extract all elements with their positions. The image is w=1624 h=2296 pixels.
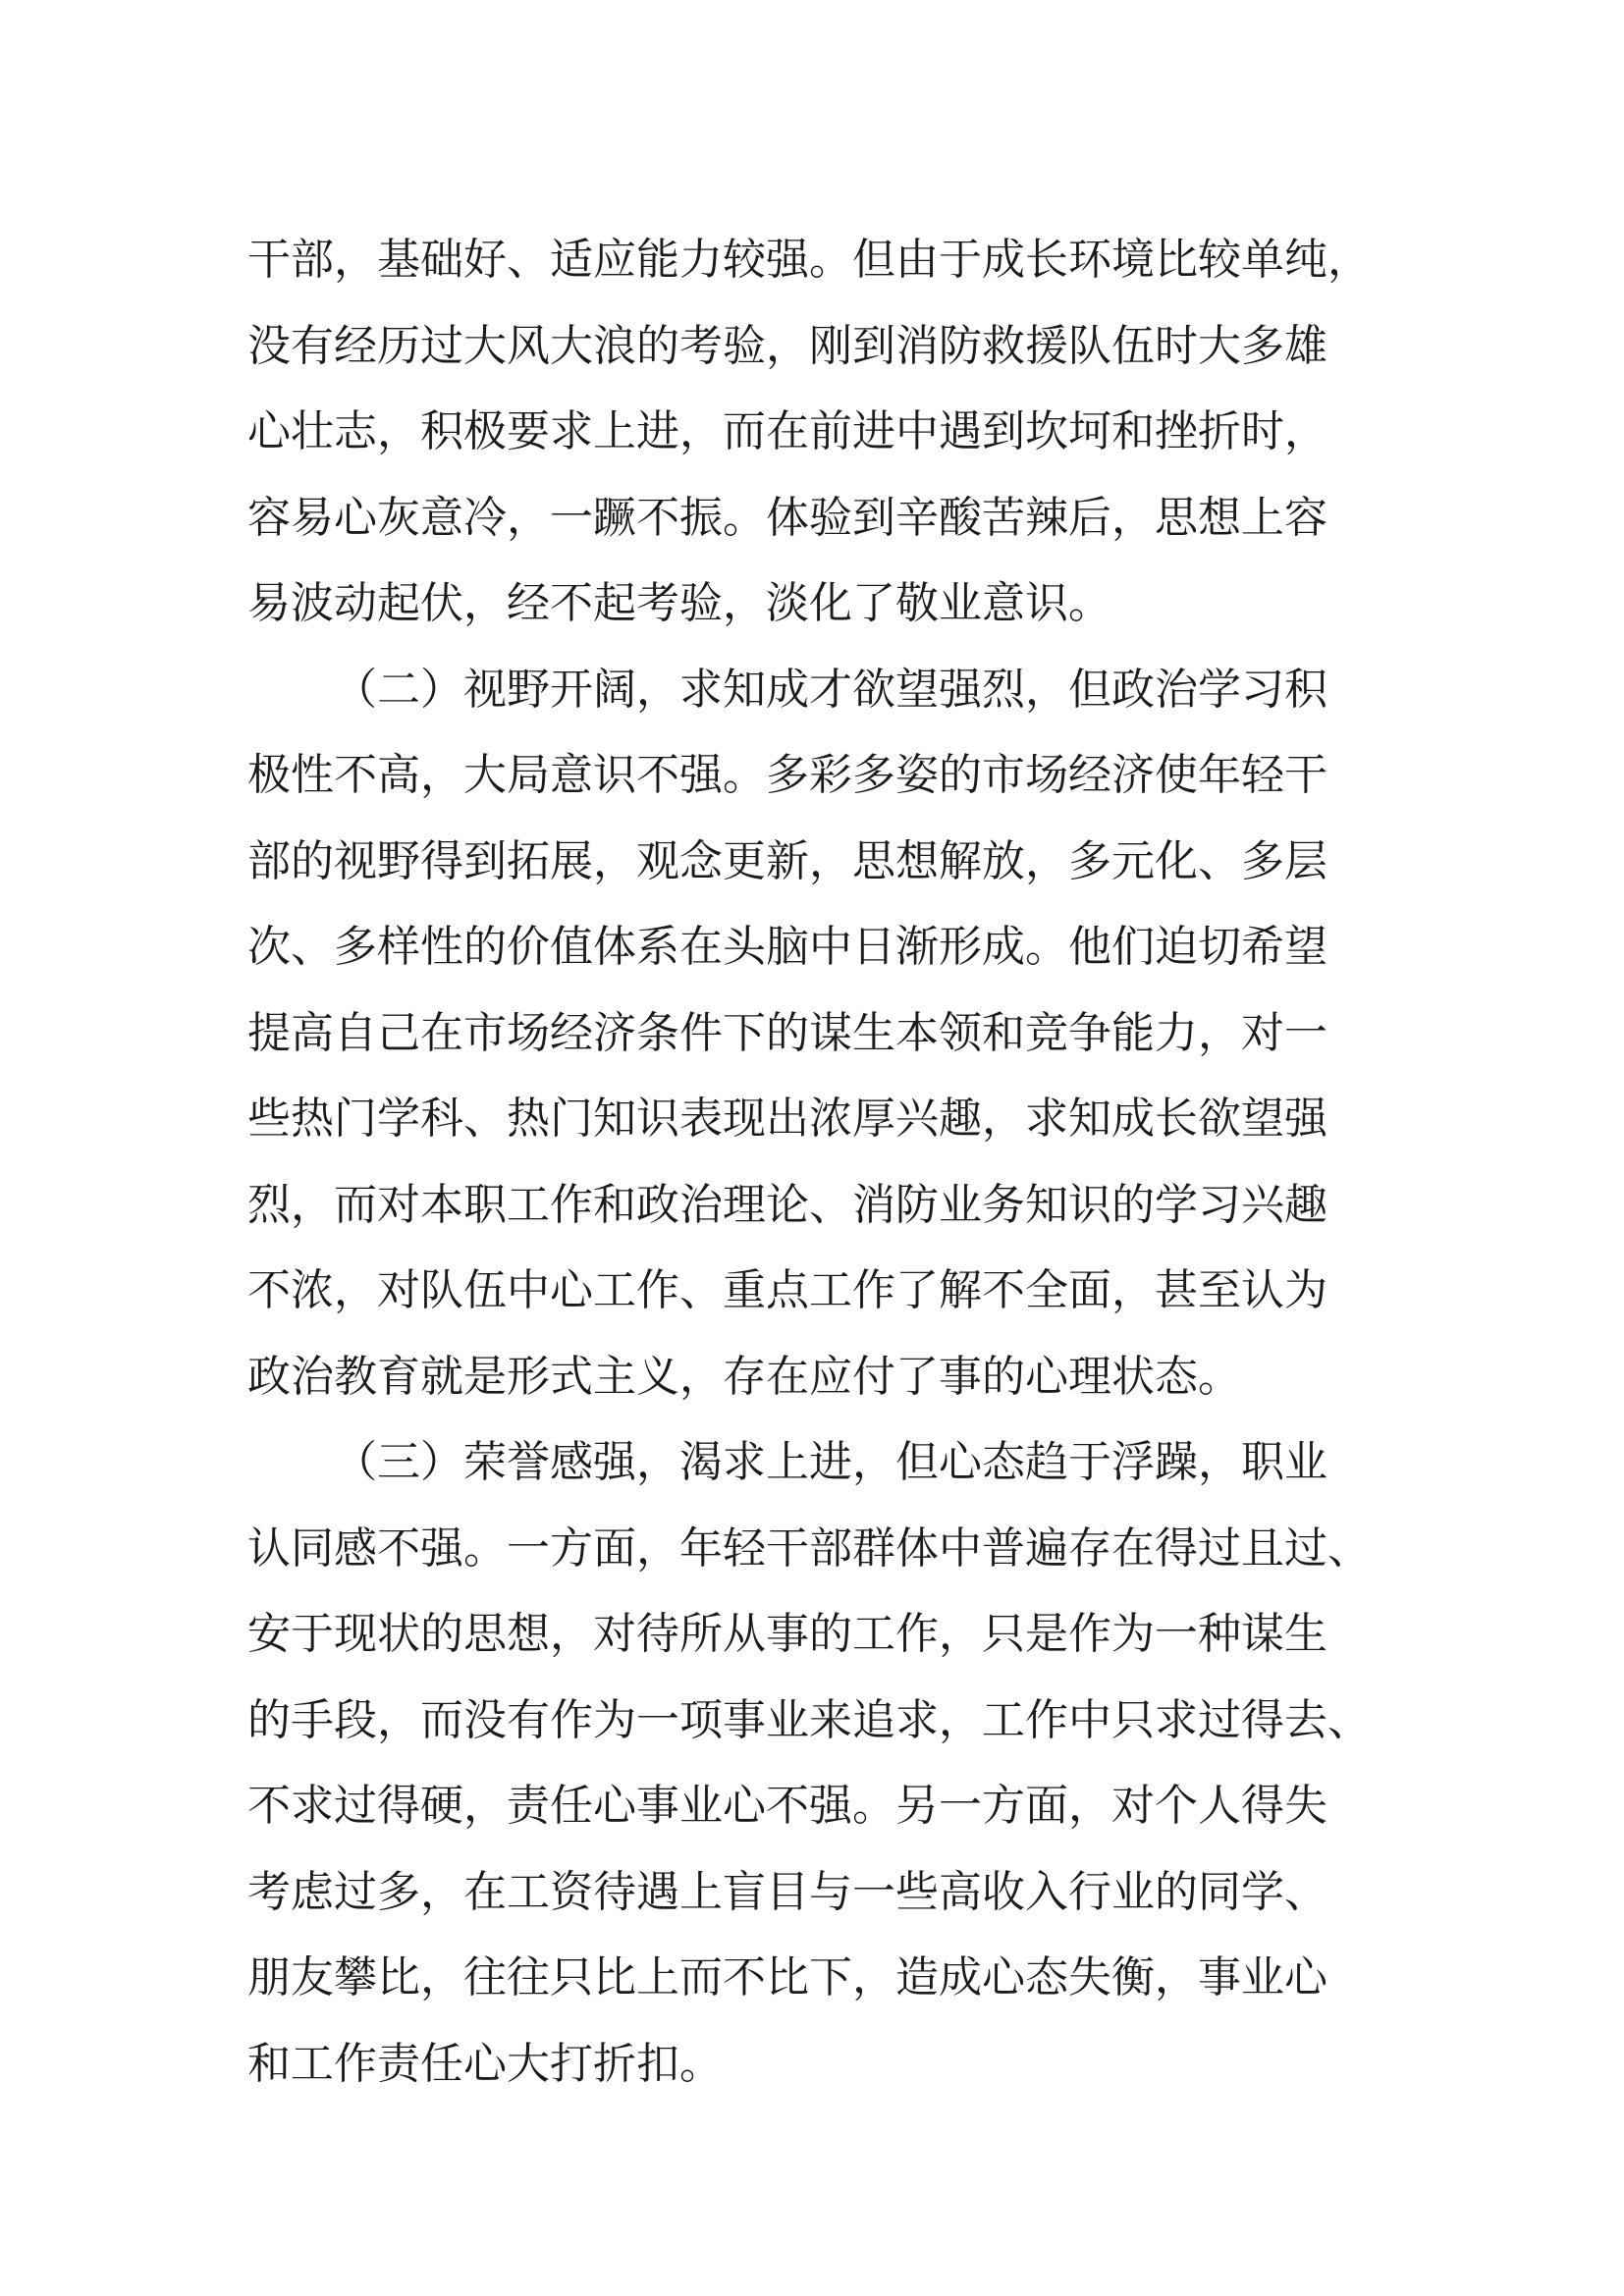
text-line: 的手段，而没有作为一项事业来追求，工作中只求过得去、	[247, 1694, 1371, 1745]
text-line: 干部，基础好、适应能力较强。但由于成长环境比较单纯，	[247, 235, 1371, 285]
text-line: 认同感不强。一方面，年轻干部群体中普遍存在得过且过、	[247, 1522, 1371, 1574]
text-line: 不浓，对队伍中心工作、重点工作了解不全面，甚至认为	[247, 1265, 1327, 1315]
text-line: 些热门学科、热门知识表现出浓厚兴趣，求知成长欲望强	[247, 1094, 1327, 1144]
text-line: 不求过得硬，责任心事业心不强。另一方面，对个人得失	[247, 1781, 1327, 1831]
text-line: 心壮志，积极要求上进，而在前进中遇到坎坷和挫折时，	[247, 406, 1327, 456]
text-line: 提高自己在市场经济条件下的谋生本领和竞争能力，对一	[247, 1007, 1327, 1058]
text-line: 没有经历过大风大浪的考验，刚到消防救援队伍时大多雄	[247, 320, 1327, 371]
paragraph-section-2	[247, 647, 1377, 1420]
text-line: 次、多样性的价值体系在头脑中日渐形成。他们迫切希望	[247, 922, 1327, 972]
text-line: 烈，而对本职工作和政治理论、消防业务知识的学习兴趣	[247, 1179, 1327, 1230]
text-line: 易波动起伏，经不起考验，淡化了敬业意识。	[247, 578, 1111, 628]
text-line: 朋友攀比，往往只比上而不比下，造成心态失衡，事业心	[247, 1952, 1327, 2002]
document-body	[247, 217, 1377, 2107]
text-line: 容易心灰意冷，一蹶不振。体验到辛酸苦辣后，思想上容	[247, 492, 1327, 543]
text-line: 考虑过多，在工资待遇上盲目与一些高收入行业的同学、	[247, 1866, 1327, 1917]
section-heading-line: （三）荣誉感强，渴求上进，但心态趋于浮躁，职业	[334, 1437, 1327, 1487]
text-line: 和工作责任心大打折扣。	[247, 2038, 723, 2089]
text-line: 安于现状的思想，对待所从事的工作，只是作为一种谋生	[247, 1609, 1327, 1659]
text-line: 极性不高，大局意识不强。多彩多姿的市场经济使年轻干	[247, 750, 1327, 800]
section-heading-line: （二）视野开阔，求知成才欲望强烈，但政治学习积	[334, 664, 1327, 715]
text-line: 政治教育就是形式主义，存在应付了事的心理状态。	[247, 1351, 1241, 1402]
paragraph-section-3	[247, 1419, 1377, 2107]
text-line: 部的视野得到拓展，观念更新，思想解放，多元化、多层	[247, 835, 1327, 886]
paragraph-continued	[247, 217, 1377, 647]
